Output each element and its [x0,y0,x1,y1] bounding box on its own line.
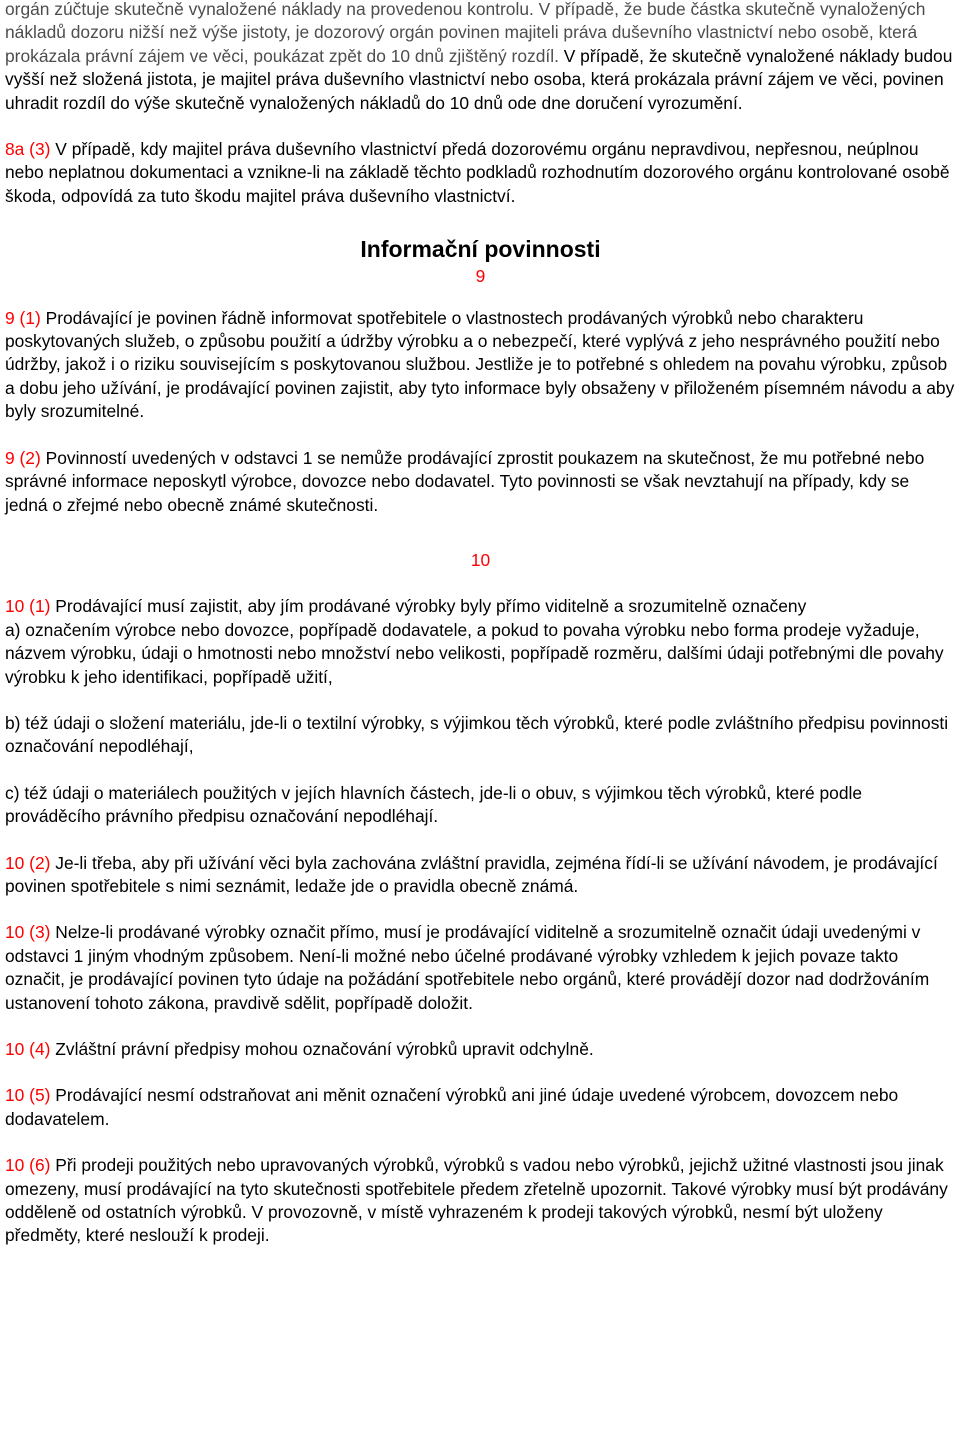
section-10-6 [5,1154,956,1248]
section-9-1 [5,307,956,424]
section-ref-10-1[interactable]: 10 (1) [5,596,51,617]
section-ref-10-4[interactable]: 10 (4) [5,1039,51,1059]
section-10-5 [5,1084,956,1131]
section-ref-10-6[interactable]: 10 (6) [5,1155,51,1176]
section-text-9-2: Povinností uvedených v odstavci 1 se nemůže prodávající zprostit poukazem na skutečnost, že mu potřebné nebo správné informace neposkytl výrobce, dovozce nebo dodavatel. Tyto povinnosti se však nevztahují na případy, kdy se jedná o zřejmé nebo obecně známé skutečnosti. [5,447,925,515]
section-text-10-6: Při prodeji použitých nebo upravovaných výrobků, výrobků s vadou nebo výrobků, jejichž užitné vlastnosti jsou jinak omezeny, musí prodávající na tyto skutečnosti spotřebitele předem zřetelně upozornit. Takové výrobky musí být prodávány odděleně od ostatních výrobků. V provozovně, v místě vyhrazeném k prodeji takových výrobků, nesmí být uloženy předměty, které neslouží k prodeji. [5,1155,948,1246]
paragraph-9-number[interactable]: 9 [475,266,486,287]
section-10-1-item-c: c) též údaji o materiálech použitých v jejích hlavních částech, jde-li o obuv, s výjimkou těch výrobků, které podle prováděcího právního předpisu označování nepodléhají. [5,782,863,827]
section-text-10-5: Prodávající nesmí odstraňovat ani měnit označení výrobků ani jiné údaje uvedené výrobcem, dovozcem nebo dodavatelem. [5,1085,899,1129]
section-ref-8a-3[interactable]: 8a (3) [5,139,51,160]
intro-gray-text: orgán zúčtuje skutečně vynaložené náklady na provedenou kontrolu. V případě, že bude částka skutečně vynaložených nákladů dozoru nižší než výše jistoty, je dozorový orgán povinen majiteli práva duševního vlastnictví nebo osobě, která prokázala právní zájem ve věci, poukázat zpět do 10 dnů zjištěný rozdíl. [5,0,926,66]
section-10-1 [5,595,956,618]
spacer [5,689,956,712]
section-text-10-1: Prodávající musí zajistit, aby jím prodávané výrobky byly přímo viditelně a srozumitelně označeny [50,596,807,617]
section-text-8a-3: V případě, kdy majitel práva duševního vlastnictví předá dozorovému orgánu nepravdivou, nepřesnou, neúplnou nebo neplatnou dokumentaci a vznikne-li na základě těchto podkladů rozhodnutím dozorového orgánu kontrolované osobě škoda, odpovídá za tuto škodu majitel práva duševního vlastnictví. [5,139,950,206]
section-text-10-2: Je-li třeba, aby při užívání věci byla zachována zvláštní pravidla, zejména řídí-li se užívání návodem, je prodávající povinen spotřebitele s nimi seznámit, ledaže jde o pravidla obecně známá. [5,852,938,896]
section-ref-10-3[interactable]: 10 (3) [5,922,51,943]
section-8a-3 [5,138,956,208]
section-10-1-item-a: a) označením výrobce nebo dovozce, popřípadě dodavatele, a pokud to povaha výrobku nebo forma prodeje vyžaduje, názvem výrobku, údaji o hmotnosti nebo množství nebo velikosti, popřípadě rozměru, dalšími údaji potřebnými dle povahy výrobku k jeho identifikaci, popřípadě užití, [5,619,944,687]
heading-informacni-povinnosti: Informační povinnosti [360,236,601,263]
section-9-2 [5,447,956,517]
section-10-4 [5,1038,956,1061]
paragraph-10-number[interactable]: 10 [470,549,491,570]
section-ref-10-2[interactable]: 10 (2) [5,852,51,873]
section-ref-10-5[interactable]: 10 (5) [5,1085,51,1106]
section-text-10-3: Nelze-li prodávané výrobky označit přímo, musí je prodávající viditelně a srozumitelně označit údaji uvedenými v odstavci 1 jiným vhodným způsobem. Není-li možné nebo účelné prodávané výrobky vzhledem k jejich povaze takto označit, je prodávající povinen tyto údaje na požádání spotřebitele nebo orgánů, které provádějí dozor nad dodržováním ustanovení tohoto zákona, pravdivě sdělit, popřípadě doložit. [5,922,930,1013]
section-ref-9-1[interactable]: 9 (1) [5,307,41,328]
section-text-10-4: Zvláštní právní předpisy mohou označování výrobků upravit odchylně. [50,1039,594,1059]
paragraph-10-link [5,549,956,572]
section-text-9-1: Prodávající je povinen řádně informovat spotřebitele o vlastnostech prodávaných výrobků nebo charakteru poskytovaných služeb, o způsobu použití a údržby výrobku a o nebezpečí, které vyplývá z jeho nesprávného použití nebo údržby, jakož i o riziku souvisejícím s poskytovanou službou. Jestliže je to potřebné s ohledem na povahu výrobku, způsob a dobu jeho užívání, je prodávající povinen zajistit, aby tyto informace byly obsaženy v přiloženém písemném návodu a aby byly srozumitelné. [5,307,955,422]
intro-black-text: V případě, že skutečně vynaložené náklady budou vyšší než složená jistota, je majitel práva duševního vlastnictví nebo osoba, která prokázala právní zájem ve věci, povinen uhradit rozdíl do výše skutečně vynaložených nákladů do 10 dnů ode dne doručení vyrozumění. [5,45,953,113]
section-10-3 [5,921,956,1015]
paragraph-9-link [5,265,956,288]
section-10-1-item-b: b) též údaji o složení materiálu, jde-li o textilní výrobky, s výjimkou těch výrobků, které podle zvláštního předpisu povinnosti označování nepodléhají, [5,712,949,757]
intro-paragraph [5,0,956,115]
section-ref-9-2[interactable]: 9 (2) [5,447,41,468]
section-10-2 [5,852,956,899]
